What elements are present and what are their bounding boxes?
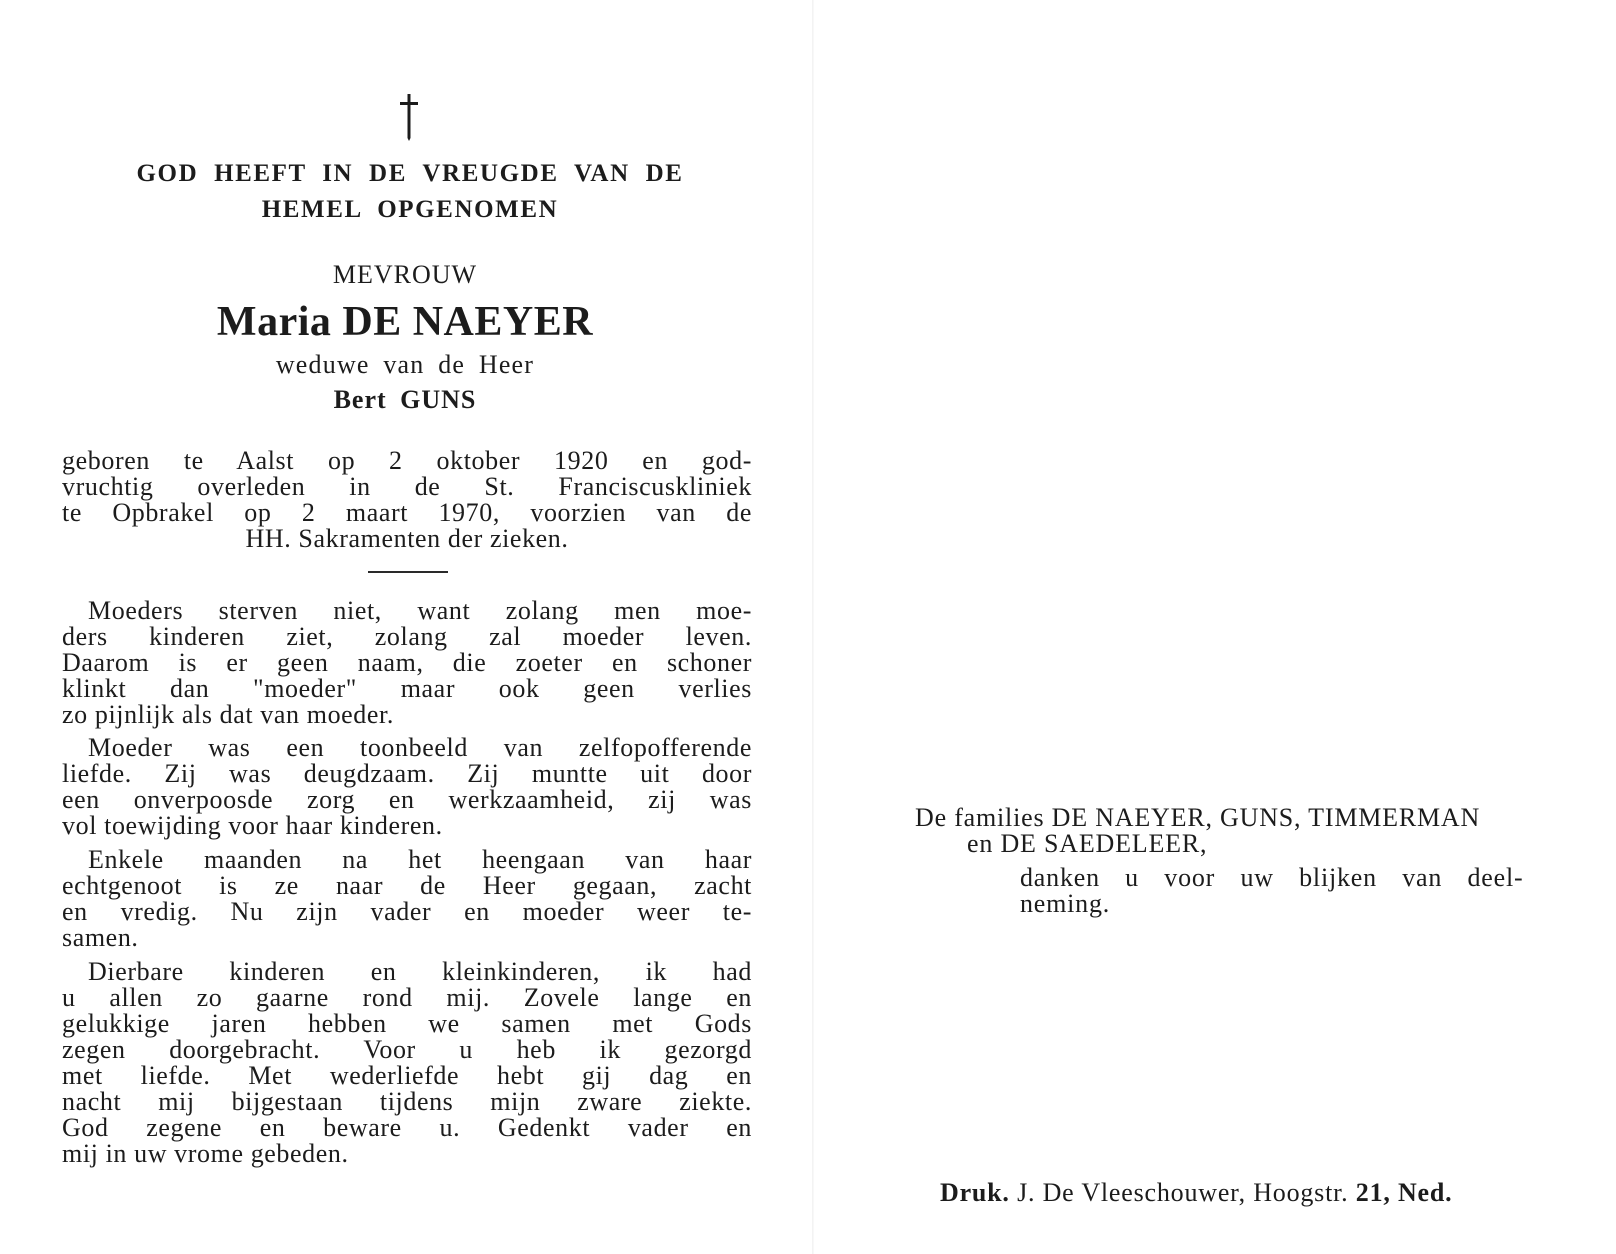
text-line: zo pijnlijk als dat van moeder.: [62, 700, 394, 729]
printer-name: J. De Vleeschouwer, Hoogstr.: [1017, 1178, 1349, 1207]
text-line: Moeders sterven niet, want zolang men moe-: [88, 596, 752, 625]
cross-icon: [397, 92, 421, 142]
text-line: u allen zo gaarne rond mij. Zovele lange en: [62, 983, 752, 1012]
birth-death-text: [62, 448, 752, 552]
text-line: gelukkige jaren hebben we samen met Gods: [62, 1009, 752, 1038]
paragraph-4: [62, 959, 752, 1167]
text-line: zegen doorgebracht. Voor u heb ik gezorgd: [62, 1035, 752, 1064]
text-line: vol toewijding voor haar kinderen.: [62, 811, 443, 840]
fold-line: [812, 0, 814, 1254]
paragraph-3: [62, 847, 752, 951]
families-line: en DE SAEDELEER,: [967, 829, 1208, 858]
text-line: liefde. Zij was deugdzaam. Zij muntte uit door: [62, 759, 752, 788]
text-line: Moeder was een toonbeeld van zelfopofferende: [88, 733, 752, 762]
paragraph-2: [62, 735, 752, 839]
printer-prefix: Druk.: [940, 1178, 1010, 1207]
text-line: samen.: [62, 923, 139, 952]
text-line: en vredig. Nu zijn vader en moeder weer te-: [62, 897, 752, 926]
text-line: vruchtig overleden in de St. Franciscuskliniek: [62, 472, 752, 501]
text-line: klinkt dan "moeder" maar ook geen verlies: [62, 674, 752, 703]
families-line: De families DE NAEYER, GUNS, TIMMERMAN: [915, 803, 1481, 832]
text-line: echtgenoot is ze naar de Heer gegaan, zacht: [62, 871, 752, 900]
thanks-line: danken u voor uw blijken van deel-: [1020, 863, 1524, 892]
text-line: Dierbare kinderen en kleinkinderen, ik had: [88, 957, 752, 986]
text-line: God zegene en beware u. Gedenkt vader en: [62, 1113, 752, 1142]
heading-line-2: HEMEL OPGENOMEN: [261, 196, 559, 223]
paragraph-1: [62, 598, 752, 728]
text-line: een onverpoosde zorg en werkzaamheid, zij was: [62, 785, 752, 814]
text-line: ders kinderen ziet, zolang zal moeder leven.: [62, 622, 752, 651]
thanks-line: neming.: [1020, 889, 1111, 918]
widow-of-text: weduwe van de Heer: [275, 350, 535, 379]
husband-name: Bert GUNS: [333, 385, 477, 414]
text-line: HH. Sakramenten der zieken.: [245, 524, 569, 553]
text-line: Enkele maanden na het heengaan van haar: [88, 845, 752, 874]
text-line: mij in uw vrome gebeden.: [62, 1139, 349, 1168]
text-line: met liefde. Met wederliefde hebt gij dag en: [62, 1061, 752, 1090]
title-mevrouw: MEVROUW: [332, 260, 478, 289]
deceased-name: Maria DE NAEYER: [216, 299, 594, 345]
text-line: te Opbrakel op 2 maart 1970, voorzien van de: [62, 498, 752, 527]
printer-credit: [940, 1178, 1605, 1208]
thanks-block: [915, 805, 1605, 917]
text-line: geboren te Aalst op 2 oktober 1920 en god-: [62, 446, 752, 475]
printer-number: 21, Ned.: [1355, 1178, 1453, 1207]
text-line: Daarom is er geen naam, die zoeter en schoner: [62, 648, 752, 677]
heading-line-1: GOD HEEFT IN DE VREUGDE VAN DE: [136, 160, 684, 187]
text-line: nacht mij bijgestaan tijdens mijn zware ziekte.: [62, 1087, 752, 1116]
divider: [368, 571, 448, 573]
